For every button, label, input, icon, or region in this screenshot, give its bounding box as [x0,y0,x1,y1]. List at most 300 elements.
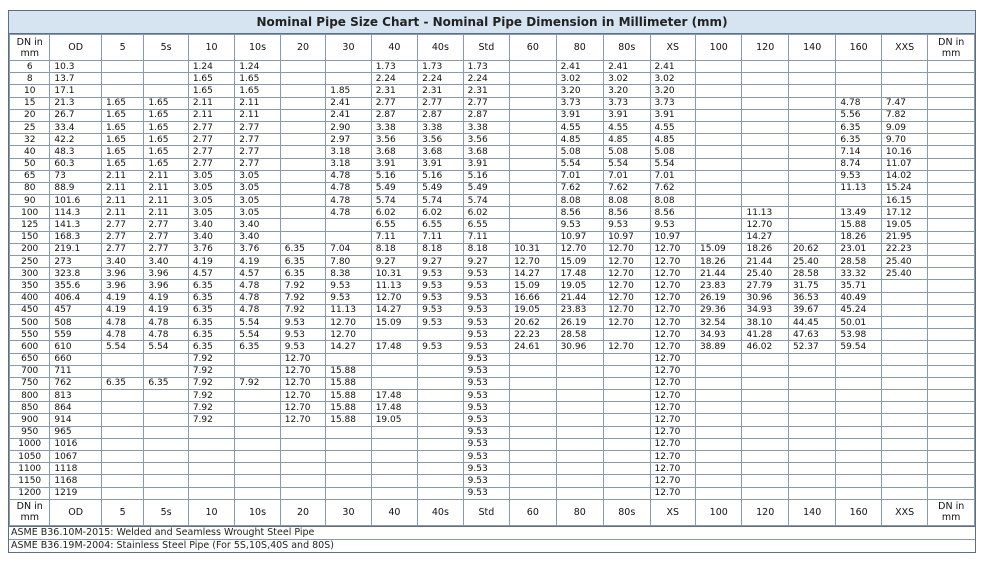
table-cell: 19.05 [510,304,556,316]
table-cell: 7.01 [556,170,603,182]
table-row [10,402,975,414]
table-cell: 1.65 [101,146,143,158]
table-cell: 12.70 [280,390,325,402]
column-header: 160 [836,35,881,61]
table-cell [928,268,975,280]
table-cell: 559 [50,329,102,341]
table-cell: 3.02 [604,73,650,85]
table-cell: 8.08 [604,195,650,207]
table-cell [928,97,975,109]
table-cell [510,475,556,487]
table-cell: 12.70 [650,475,695,487]
table-cell [696,353,742,365]
table-cell: 12.70 [326,329,371,341]
table-cell: 7.80 [326,256,371,268]
table-cell [881,85,927,97]
table-cell [881,487,927,499]
table-row [10,377,975,389]
table-cell: 3.68 [418,146,463,158]
table-cell: 168.3 [50,231,102,243]
table-cell [101,426,143,438]
table-cell [604,475,650,487]
table-row [10,73,975,85]
table-cell [604,414,650,426]
table-cell [418,451,463,463]
table-cell [696,134,742,146]
table-cell: 14.27 [742,231,788,243]
column-header: XXS [881,499,927,525]
table-cell [881,292,927,304]
table-cell: 600 [10,341,50,353]
table-cell [280,182,325,194]
table-cell: 9.53 [463,280,509,292]
table-cell: 60.3 [50,158,102,170]
table-cell [788,426,835,438]
column-header: 10 [188,499,234,525]
table-cell: 9.53 [604,219,650,231]
table-row [10,109,975,121]
table-cell [280,121,325,133]
table-cell: 12.70 [650,487,695,499]
table-cell: 12.70 [650,377,695,389]
table-cell [788,73,835,85]
column-header: 30 [326,499,371,525]
table-cell: 10.97 [650,231,695,243]
table-cell [510,109,556,121]
table-cell: 3.96 [101,280,143,292]
table-cell [881,73,927,85]
table-cell: 2.11 [235,97,280,109]
table-cell: 2.77 [144,231,188,243]
table-cell: 19.05 [881,219,927,231]
table-cell [742,475,788,487]
column-header: 40s [418,499,463,525]
table-cell [788,353,835,365]
column-header: DN in mm [928,35,975,61]
table-cell [928,475,975,487]
table-cell: 14.27 [326,341,371,353]
table-cell [280,73,325,85]
table-cell [881,414,927,426]
table-row [10,329,975,341]
table-cell: 7.11 [463,231,509,243]
table-cell: 50.01 [836,316,881,328]
table-cell: 5.74 [463,195,509,207]
table-row [10,158,975,170]
table-cell: 42.2 [50,134,102,146]
table-cell: 1.24 [188,61,234,73]
table-cell: 17.1 [50,85,102,97]
table-cell: 73 [50,170,102,182]
table-cell: 17.48 [371,402,417,414]
table-cell: 65 [10,170,50,182]
table-cell [928,304,975,316]
table-cell [928,207,975,219]
table-cell: 11.07 [881,158,927,170]
table-cell [604,487,650,499]
table-cell [101,475,143,487]
table-cell: 13.49 [836,207,881,219]
column-header: 60 [510,35,556,61]
table-cell: 2.87 [463,109,509,121]
table-cell: 2.77 [371,97,417,109]
table-cell: 1.65 [188,73,234,85]
table-cell [742,353,788,365]
table-cell: 6.35 [280,256,325,268]
table-cell: 13.7 [50,73,102,85]
table-cell [144,61,188,73]
table-cell [928,316,975,328]
table-cell: 30.96 [742,292,788,304]
table-cell: 5.16 [463,170,509,182]
table-cell [788,61,835,73]
column-header: 10s [235,499,280,525]
table-cell [696,475,742,487]
table-cell [696,377,742,389]
table-cell: 12.70 [650,280,695,292]
table-cell: 5.08 [650,146,695,158]
table-cell: 21.44 [556,292,603,304]
column-header: DN in mm [10,499,50,525]
header-row-top [10,35,975,61]
table-cell [510,390,556,402]
table-cell: 23.01 [836,243,881,255]
table-cell [696,121,742,133]
table-row [10,365,975,377]
table-cell [418,402,463,414]
table-cell: 323.8 [50,268,102,280]
table-cell: 2.77 [188,134,234,146]
table-cell: 2.11 [101,195,143,207]
table-cell: 12.70 [650,353,695,365]
table-cell: 4.19 [235,256,280,268]
table-cell: 8.56 [556,207,603,219]
table-cell [696,170,742,182]
table-cell: 2.11 [235,109,280,121]
table-cell: 3.73 [604,97,650,109]
table-cell: 7.92 [188,390,234,402]
table-cell [280,170,325,182]
table-cell [881,341,927,353]
table-cell: 355.6 [50,280,102,292]
table-cell [510,365,556,377]
table-cell: 500 [10,316,50,328]
table-cell [928,426,975,438]
table-cell: 8 [10,73,50,85]
table-cell [556,377,603,389]
table-cell: 3.18 [326,146,371,158]
table-cell: 9.53 [463,475,509,487]
table-cell: 5.56 [836,109,881,121]
table-cell [144,402,188,414]
table-cell: 2.77 [235,121,280,133]
table-cell: 3.91 [371,158,417,170]
table-cell: 1.65 [101,134,143,146]
table-cell: 2.31 [418,85,463,97]
table-cell [696,426,742,438]
table-cell [742,73,788,85]
table-cell: 3.40 [101,256,143,268]
logo-fragment [468,0,482,5]
table-row [10,292,975,304]
table-cell [604,329,650,341]
table-cell: 9.53 [418,316,463,328]
table-cell: 2.90 [326,121,371,133]
table-cell [742,85,788,97]
table-cell [836,195,881,207]
table-cell: 3.05 [235,207,280,219]
table-cell: 3.05 [188,182,234,194]
table-cell: 3.20 [556,85,603,97]
table-row [10,97,975,109]
table-cell [788,85,835,97]
table-cell: 3.05 [235,170,280,182]
table-cell: 6.35 [188,280,234,292]
table-cell: 2.77 [235,146,280,158]
table-cell: 12.70 [371,292,417,304]
table-cell [836,353,881,365]
table-cell [742,97,788,109]
table-cell: 3.91 [463,158,509,170]
table-cell: 34.93 [742,304,788,316]
table-cell: 12.70 [604,304,650,316]
table-cell: 15.88 [326,402,371,414]
table-cell: 24.61 [510,341,556,353]
table-row [10,243,975,255]
table-cell: 20.62 [510,316,556,328]
table-cell: 3.40 [188,219,234,231]
table-cell: 1.73 [463,61,509,73]
table-cell [418,475,463,487]
table-cell [101,61,143,73]
table-cell: 950 [10,426,50,438]
table-cell [696,463,742,475]
table-cell: 3.76 [188,243,234,255]
table-cell: 1.65 [101,121,143,133]
table-cell: 5.54 [235,329,280,341]
table-cell [235,463,280,475]
table-cell: 14.27 [371,304,417,316]
table-cell [788,170,835,182]
table-cell: 1.65 [144,121,188,133]
table-cell [510,97,556,109]
table-cell: 1118 [50,463,102,475]
table-cell: 9.53 [463,353,509,365]
table-cell [696,365,742,377]
table-cell [144,353,188,365]
table-cell [881,390,927,402]
table-cell: 7.62 [604,182,650,194]
table-cell [696,207,742,219]
table-cell [326,463,371,475]
table-cell: 18.26 [836,231,881,243]
table-cell [556,353,603,365]
table-cell [371,426,417,438]
table-cell: 3.91 [556,109,603,121]
table-cell [235,390,280,402]
table-cell: 2.31 [463,85,509,97]
table-cell: 1.73 [418,61,463,73]
table-row [10,121,975,133]
table-cell: 2.77 [235,134,280,146]
table-cell: 914 [50,414,102,426]
table-cell [371,451,417,463]
table-cell [742,377,788,389]
table-cell [604,402,650,414]
table-cell: 3.18 [326,158,371,170]
table-cell: 2.87 [371,109,417,121]
table-cell: 5.08 [556,146,603,158]
table-cell [371,463,417,475]
table-cell [788,402,835,414]
table-cell: 9.53 [556,219,603,231]
table-cell: 9.53 [650,219,695,231]
table-cell [742,414,788,426]
table-cell: 457 [50,304,102,316]
table-cell [928,329,975,341]
table-cell: 45.24 [836,304,881,316]
table-cell: 9.53 [463,463,509,475]
table-cell: 1.65 [101,97,143,109]
table-cell [696,219,742,231]
table-cell: 5.54 [144,341,188,353]
table-cell: 17.48 [371,341,417,353]
table-cell: 52.37 [788,341,835,353]
table-cell: 5.49 [463,182,509,194]
table-cell: 53.98 [836,329,881,341]
table-cell: 12.70 [650,329,695,341]
table-cell [928,390,975,402]
table-cell [280,231,325,243]
table-row [10,390,975,402]
table-cell [556,475,603,487]
column-header: 100 [696,499,742,525]
table-cell [836,487,881,499]
table-cell [742,463,788,475]
table-cell: 219.1 [50,243,102,255]
table-cell [881,402,927,414]
table-cell [371,365,417,377]
table-cell: 12.70 [650,268,695,280]
table-cell [371,353,417,365]
table-cell [696,109,742,121]
table-row [10,463,975,475]
table-cell: 14.02 [881,170,927,182]
table-cell [928,487,975,499]
table-cell [696,390,742,402]
table-cell: 15.24 [881,182,927,194]
table-cell [881,463,927,475]
table-cell: 1050 [10,451,50,463]
table-cell: 2.77 [235,158,280,170]
table-cell [510,231,556,243]
table-cell [510,426,556,438]
table-cell: 50 [10,158,50,170]
table-cell: 9.27 [463,256,509,268]
table-cell [101,365,143,377]
table-cell: 6.02 [371,207,417,219]
table-cell: 26.19 [556,316,603,328]
table-cell: 4.19 [144,304,188,316]
table-cell [836,451,881,463]
table-cell: 12.70 [650,316,695,328]
table-cell: 9.53 [836,170,881,182]
table-cell: 59.54 [836,341,881,353]
notes [9,526,975,552]
table-cell: 5.54 [556,158,603,170]
table-cell: 12.70 [604,341,650,353]
table-cell: 9.53 [463,316,509,328]
table-row [10,134,975,146]
table-cell [604,353,650,365]
table-cell [881,353,927,365]
table-cell [326,61,371,73]
table-cell [101,438,143,450]
table-cell: 22.23 [510,329,556,341]
column-header: 40s [418,35,463,61]
table-cell [101,414,143,426]
table-cell [371,438,417,450]
table-cell: 9.53 [463,268,509,280]
table-cell: 9.27 [418,256,463,268]
table-cell: 3.40 [188,231,234,243]
table-cell: 762 [50,377,102,389]
table-cell: 6.35 [836,121,881,133]
table-cell [144,426,188,438]
table-cell: 3.56 [371,134,417,146]
table-cell: 2.11 [101,207,143,219]
table-cell [144,451,188,463]
table-cell: 1.65 [235,73,280,85]
table-cell [235,451,280,463]
table-cell [788,487,835,499]
column-header: 5 [101,499,143,525]
table-cell: 2.11 [101,170,143,182]
table-cell [742,402,788,414]
table-cell [235,487,280,499]
column-header: XXS [881,35,927,61]
table-cell: 2.24 [463,73,509,85]
table-cell [928,195,975,207]
table-cell [928,219,975,231]
table-cell: 5.54 [101,341,143,353]
table-cell [696,231,742,243]
table-cell: 12.70 [650,341,695,353]
table-cell: 3.38 [463,121,509,133]
table-cell: 41.28 [742,329,788,341]
table-cell [418,390,463,402]
table-cell: 12.70 [280,402,325,414]
column-header: OD [50,499,102,525]
table-cell: 17.48 [371,390,417,402]
table-cell: 1000 [10,438,50,450]
table-cell: 80 [10,182,50,194]
table-row [10,487,975,499]
table-cell: 9.53 [463,329,509,341]
table-cell [510,377,556,389]
table-cell: 4.85 [556,134,603,146]
table-cell [280,195,325,207]
table-cell [881,304,927,316]
table-cell: 7.92 [188,365,234,377]
table-cell: 25.40 [742,268,788,280]
table-cell: 3.73 [556,97,603,109]
table-cell [101,353,143,365]
table-cell: 18.26 [742,243,788,255]
table-cell [604,463,650,475]
table-cell: 9.53 [418,268,463,280]
table-cell [836,426,881,438]
